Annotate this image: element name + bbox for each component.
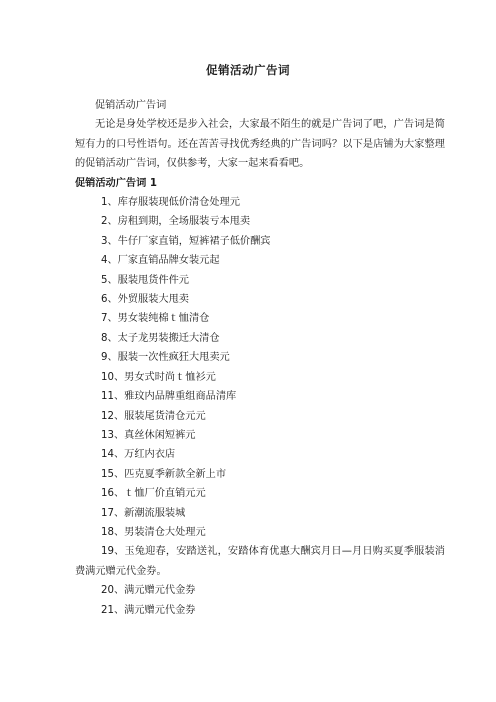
list-item: 14、万红内衣店 [101,449,176,461]
slogan-list [75,193,445,620]
list-item: 19、玉兔迎春，安踏送礼，安踏体育优惠大酬宾月日—月日购买夏季服装消费满元赠元代金券。 [75,546,445,577]
list-item: 18、男装清仓大处理元 [101,526,206,538]
list-item: 12、服装尾货清仓元元 [101,410,206,422]
document-body [75,96,445,620]
list-item: 8、太子龙男装搬迁大清仓 [101,332,220,344]
list-item: 21、满元赠元代金券 [101,604,196,616]
list-item: 5、服装甩货件件元 [101,274,189,286]
list-item: 20、满元赠元代金券 [101,585,196,597]
document-title: 促销活动广告词 [206,63,290,77]
list-item: 2、房租到期，全场服装亏本甩卖 [101,216,251,228]
list-item: 1、库存服装现低价清仓处理元 [101,197,240,209]
section-heading: 促销活动广告词 1 [75,177,157,189]
list-item: 11、雅玟内品牌重组商品清库 [101,391,237,403]
list-item: 17、新潮流服装城 [101,507,186,519]
list-item: 10、男女式时尚ｔ恤衫元 [101,371,216,383]
list-item: 6、外贸服装大甩卖 [101,294,189,306]
list-item: 4、厂家直销品牌女装元起 [101,255,220,267]
list-item: 16、ｔ恤厂价直销元元 [101,488,206,500]
list-item: 15、匹克夏季新款全新上市 [101,468,227,480]
list-item: 9、服装一次性疯狂大甩卖元 [101,352,230,364]
list-item: 3、牛仔厂家直销，短裤裙子低价酬宾 [101,235,271,247]
list-item: 7、男女装纯棉ｔ恤清仓 [101,313,210,325]
document-subtitle: 促销活动广告词 [95,100,167,111]
intro-paragraph: 无论是身处学校还是步入社会，大家最不陌生的就是广告词了吧，广告词是简短有力的口号性语句。还在苦苦寻找优秀经典的广告词吗？以下是店铺为大家整理的促销活动广告词，仅供参考，大家一起来看看吧。 [75,119,445,170]
list-item: 13、真丝休闲短裤元 [101,429,196,441]
